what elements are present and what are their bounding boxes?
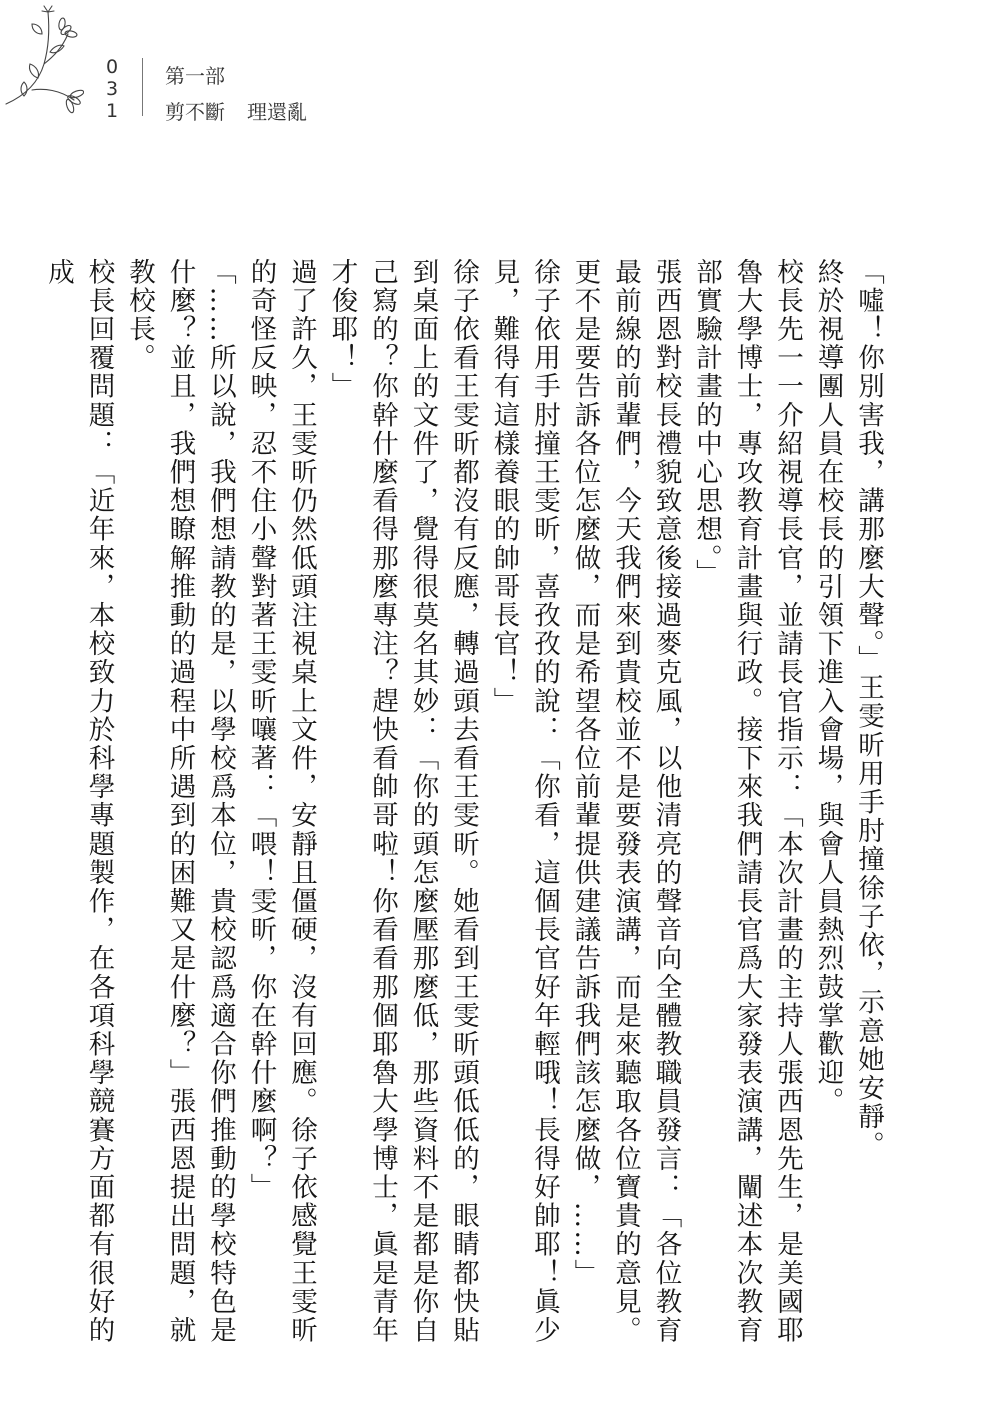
paragraph: 「……所以說，我們想請教的是，以學校爲本位，貴校認爲適合你們推動的學校特色是什麼？並且，我們想瞭解推動的過程中所遇到的困難又是什麼？」張西恩提出問題，就教校長。: [124, 258, 236, 1345]
paragraph: 張西恩對校長禮貌致意後接過麥克風，以他清亮的聲音向全體教職員發言：「各位教育最前線的前輩們，今天我們來到貴校並不是要發表演講，而是來聽取各位寶貴的意見。更不是要告訴各位怎麼做，而是希望各位前輩提供建議告訴我們該怎麼做，……」: [569, 258, 682, 1345]
chapter-title: [165, 96, 307, 125]
header-divider: [142, 58, 143, 116]
body-text: [38, 258, 889, 1368]
chapter-title-part-b: 理還亂: [247, 100, 307, 124]
page-number-digit: 1: [105, 100, 119, 122]
page-number-digit: 0: [105, 56, 119, 78]
paragraph: 過了許久，王雯昕仍然低頭注視桌上文件，安靜且僵硬，沒有回應。徐子依感覺王雯昕的奇怪反映，忍不住小聲對著王雯昕嚷著：「喂！雯昕，你在幹什麼啊？」: [245, 258, 317, 1345]
paragraph: 校長回覆問題：「近年來，本校致力於科學專題製作，在各項科學競賽方面都有很好的成: [43, 258, 115, 1345]
page-header: [0, 0, 400, 140]
paragraph: 校長先一一介紹視導長官，並請長官指示：「本次計畫的主持人張西恩先生，是美國耶魯大學博士，專攻教育計畫與行政。接下來我們請長官爲大家發表演講，闡述本次教育部實驗計畫的中心思想。」: [691, 258, 803, 1345]
part-title: 第一部: [165, 64, 225, 88]
chapter-title-part-a: 剪不斷: [165, 100, 225, 124]
page-number-digit: 3: [105, 78, 119, 100]
flower-ornament-icon: [4, 4, 84, 114]
paragraph: 「噓！你別害我，講那麼大聲。」王雯昕用手肘撞徐子依，示意她安靜。: [853, 258, 884, 1160]
paragraph: 終於視導團人員在校長的引領下進入會場，與會人員熱烈鼓掌歡迎。: [812, 258, 844, 1116]
page-number: [101, 56, 123, 122]
paragraph: 徐子依看王雯昕都沒有反應，轉過頭去看王雯昕。她看到王雯昕頭低低的，眼睛都快貼到桌面上的文件了，覺得很莫名其妙：「你的頭怎麼壓那麼低，那些資料不是都是你自己寫的？你幹什麼看得那麼專注？趕快看帥哥啦！你看看那個耶魯大學博士，眞是青年才俊耶！」: [326, 258, 479, 1345]
paragraph: 徐子依用手肘撞王雯昕，喜孜孜的說：「你看，這個長官好年輕哦！長得好帥耶！眞少見，難得有這樣養眼的帥哥長官！」: [488, 258, 560, 1345]
